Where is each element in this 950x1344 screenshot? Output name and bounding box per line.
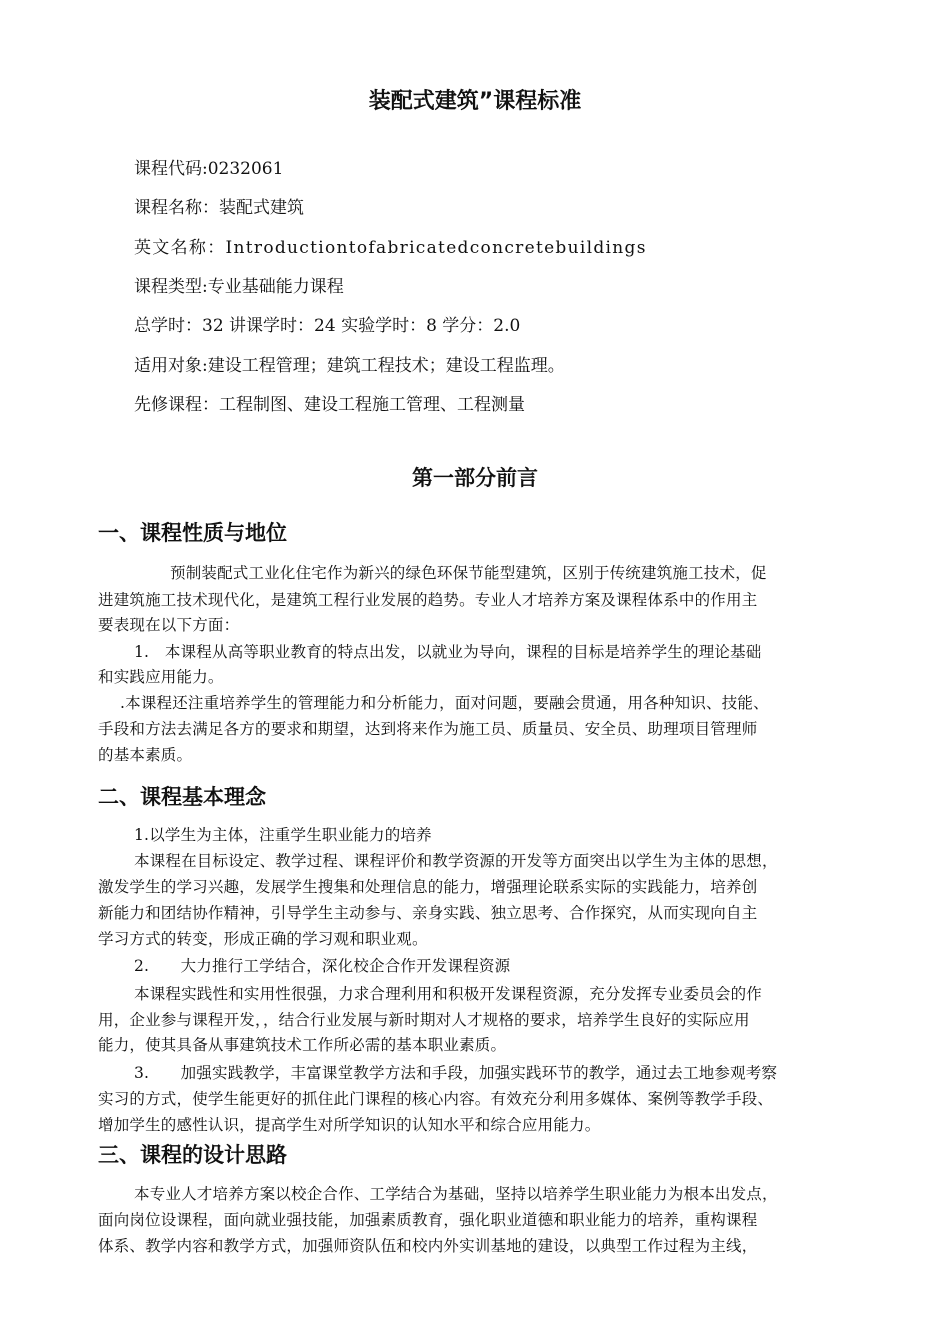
target-audience: 适用对象:建设工程管理；建筑工程技术；建设工程监理。 xyxy=(134,356,565,376)
paragraph-line: 1.以学生为主体，注重学生职业能力的培养 xyxy=(134,826,432,844)
paragraph-line: 学习方式的转变，形成正确的学习观和职业观。 xyxy=(98,930,428,948)
paragraph-line: 激发学生的学习兴趣，发展学生搜集和处理信息的能力，增强理论联系实际的实践能力，培养创 xyxy=(98,878,758,896)
paragraph-line: 本课程在目标设定、教学过程、课程评价和教学资源的开发等方面突出以学生为主体的思想， xyxy=(134,852,778,870)
paragraph-line: 本课程实践性和实用性很强，力求合理利用和积极开发课程资源，充分发挥专业委员会的作 xyxy=(134,985,763,1003)
paragraph-line: 新能力和团结协作精神，引导学生主动参与、亲身实践、独立思考、合作探究，从而实现向自主 xyxy=(98,904,758,922)
paragraph-line: 面向岗位设课程，面向就业强技能，加强素质教育，强化职业道德和职业能力的培养，重构课程 xyxy=(98,1211,758,1229)
paragraph-line: 进建筑施工技术现代化，是建筑工程行业发展的趋势。专业人才培养方案及课程体系中的作用主 xyxy=(98,591,758,609)
paragraph-line: 的基本素质。 xyxy=(98,746,193,764)
paragraph-line: 3. 加强实践教学，丰富课堂教学方法和手段，加强实践环节的教学，通过去工地参观考察 xyxy=(134,1064,778,1082)
document-title: 装配式建筑”课程标准 xyxy=(368,89,582,114)
paragraph-line: 体系、教学内容和教学方式，加强师资队伍和校内外实训基地的建设，以典型工作过程为主线， xyxy=(98,1237,758,1255)
paragraph-line: 手段和方法去满足各方的要求和期望，达到将来作为施工员、质量员、安全员、助理项目管理师 xyxy=(98,720,758,738)
paragraph-line: 2. 大力推行工学结合，深化校企合作开发课程资源 xyxy=(134,957,511,975)
paragraph-line: 要表现在以下方面： xyxy=(98,616,240,634)
paragraph-line: .本课程还注重培养学生的管理能力和分析能力，面对问题，要融会贯通，用各种知识、技能、 xyxy=(120,694,769,712)
paragraph-line: 用，企业参与课程开发，，结合行业发展与新时期对人才规格的要求，培养学生良好的实际应用 xyxy=(98,1011,750,1029)
paragraph-line: 增加学生的感性认识，提高学生对所学知识的认知水平和综合应用能力。 xyxy=(98,1116,601,1134)
section-heading-2: 二、课程基本理念 xyxy=(98,785,266,809)
section-heading-3: 三、课程的设计思路 xyxy=(98,1143,287,1167)
prerequisites: 先修课程：工程制图、建设工程施工管理、工程测量 xyxy=(134,395,525,415)
paragraph-line: 1. 本课程从高等职业教育的特点出发，以就业为导向，课程的目标是培养学生的理论基础 xyxy=(134,643,762,661)
course-code: 课程代码:0232061 xyxy=(134,159,284,179)
paragraph-line: 实习的方式，使学生能更好的抓住此门课程的核心内容。有效充分利用多媒体、案例等教学手段、 xyxy=(98,1090,774,1108)
paragraph-line: 本专业人才培养方案以校企合作、工学结合为基础，坚持以培养学生职业能力为根本出发点， xyxy=(134,1185,778,1203)
course-name: 课程名称：装配式建筑 xyxy=(134,198,304,218)
paragraph-line: 和实践应用能力。 xyxy=(98,668,224,686)
english-name: 英文名称：Introductiontofabricatedconcretebuildings xyxy=(134,238,647,258)
part-one-title: 第一部分前言 xyxy=(412,466,538,490)
section-heading-1: 一、课程性质与地位 xyxy=(98,521,287,545)
paragraph-line: 预制装配式工业化住宅作为新兴的绿色环保节能型建筑，区别于传统建筑施工技术，促 xyxy=(170,564,767,582)
total-hours: 总学时：32 讲课学时：24 实验学时：8 学分：2.0 xyxy=(134,316,521,336)
paragraph-line: 能力，使其具备从事建筑技术工作所必需的基本职业素质。 xyxy=(98,1036,507,1054)
course-type: 课程类型:专业基础能力课程 xyxy=(134,277,344,297)
